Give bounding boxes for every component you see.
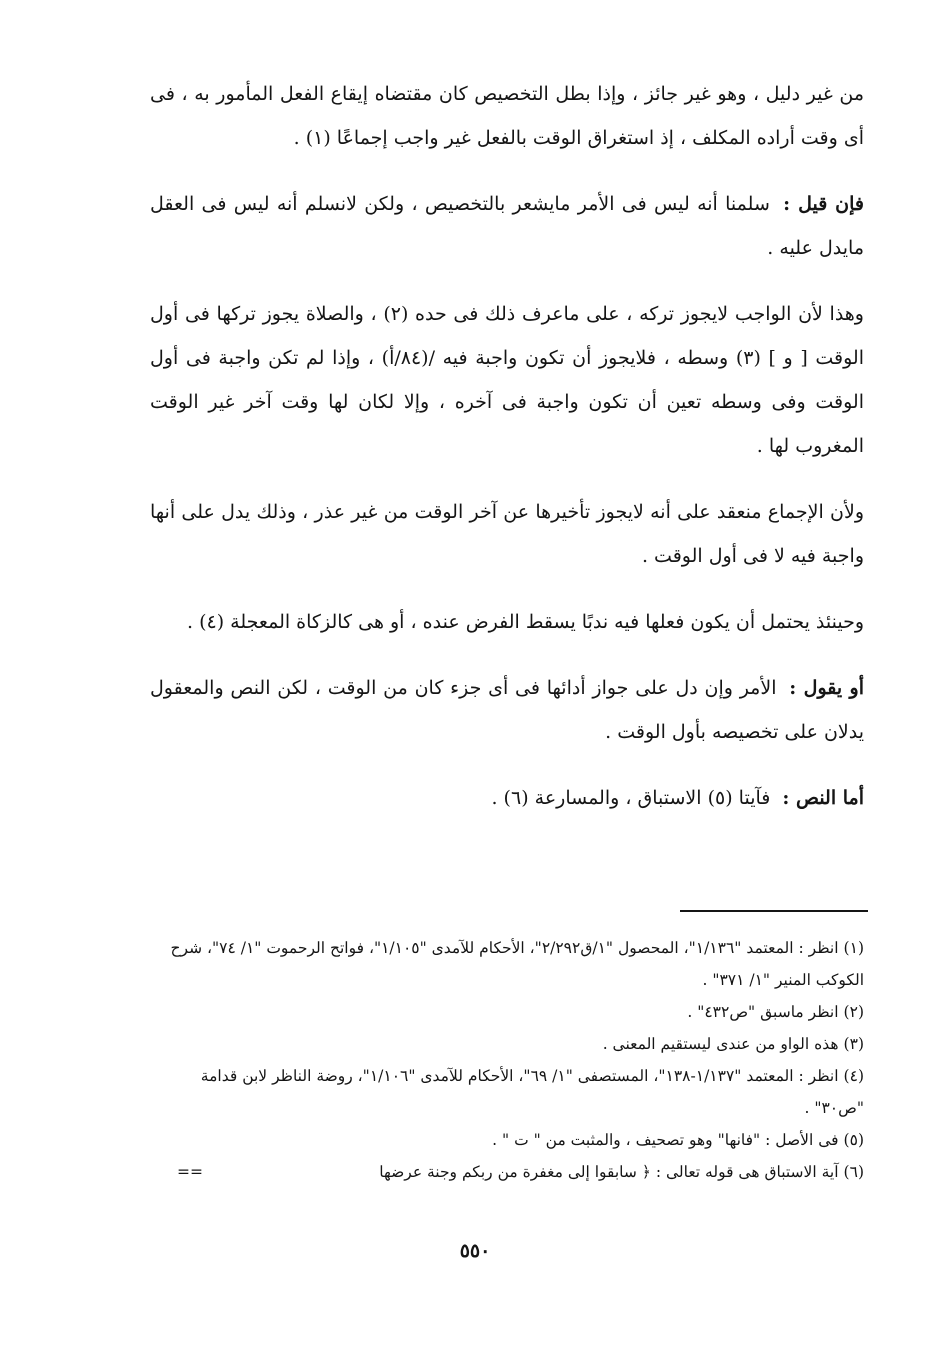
footnote-text: هذه الواو من عندى ليستقيم المعنى . [602, 1035, 839, 1053]
footnote-number: (١) [843, 939, 864, 957]
paragraph-7 [150, 776, 864, 820]
footnote-number: (٣) [843, 1035, 864, 1053]
paragraph-5 [150, 600, 864, 644]
paragraph-1 [150, 72, 864, 160]
paragraph-4 [150, 490, 864, 578]
footnote-number: (٦) [843, 1163, 864, 1181]
footnote-text: انظر : المعتمد "١/١٣٦"، المحصول "١/ق٢/٢٩٢"، الأحكام للآمدى "١/١٠٥"، فواتح الرحموت "١/ ٧٤"، شرح الكوكب المنير "١/ ٣٧١" . [170, 939, 864, 989]
footnote-text: فى الأصل : "فانها" وهو تصحيف ، والمثبت من " ت " . [492, 1131, 839, 1149]
footnote-number: (٤) [843, 1067, 864, 1085]
paragraph-text: من غير دليل ، وهو غير جائز ، وإذا بطل التخصيص كان مقتضاه إيقاع الفعل المأمور به ، فى أى وقت أراده المكلف ، إذ استغراق الوقت بالفعل غير واجب إجماعًا (١) . [150, 83, 864, 149]
paragraph-text: سلمنا أنه ليس فى الأمر مايشعر بالتخصيص ، ولكن لانسلم أنه ليس فى العقل مايدل عليه . [150, 193, 864, 259]
paragraph-text: ولأن الإجماع منعقد على أنه لايجوز تأخيرها عن آخر الوقت من غير عذر ، وذلك يدل على أنها واجبة فيه لا فى أول الوقت . [150, 501, 864, 567]
footnote-text: انظر : المعتمد "١/١٣٧-١٣٨"، المستصفى "١/ ٦٩"، الأحكام للآمدى "١/١٠٦"، روضة الناظر لابن قدامة "ص٣٠" . [200, 1067, 864, 1117]
footnote-1 [152, 932, 864, 996]
paragraph-2 [150, 182, 864, 270]
footnote-2 [152, 996, 864, 1028]
footnote-4 [152, 1060, 864, 1124]
footnote-text: آية الاستباق هى قوله تعالى : ﴿ سابقوا إلى مغفرة من ربكم وجنة عرضها [379, 1163, 839, 1181]
page-number: ٥٥٠ [459, 1240, 491, 1262]
footnotes [152, 932, 864, 1188]
paragraph-lead: أو يقول : [789, 677, 864, 699]
continuation-mark: == [177, 1163, 203, 1181]
paragraph-lead: أما النص : [782, 787, 864, 809]
paragraph-text: وهذا لأن الواجب لايجوز تركه ، على ماعرف ذلك فى حده (٢) ، والصلاة يجوز تركها فى أول الوقت [ و ] (٣) وسطه ، فلايجوز أن تكون واجبة فيه /(٨٤/أ) ، وإذا لم تكن واجبة فى أول الوقت وفى وسطه تعين أن تكون واجبة فى آخره ، وإلا لكان لها وقت آخر غير الوقت المغروب لها . [150, 303, 864, 457]
footnote-5 [152, 1124, 864, 1156]
paragraph-3 [150, 292, 864, 468]
paragraph-text: الأمر وإن دل على جواز أدائها فى أى جزء كان من الوقت ، لكن النص والمعقول يدلان على تخصيصه بأول الوقت . [150, 677, 864, 743]
paragraph-text: فآيتا (٥) الاستباق ، والمسارعة (٦) . [491, 787, 771, 809]
footnote-divider [680, 910, 868, 912]
paragraph-6 [150, 666, 864, 754]
footnote-number: (٥) [843, 1131, 864, 1149]
footnote-3 [152, 1028, 864, 1060]
footnote-text: انظر ماسبق "ص٤٣٢" . [687, 1003, 839, 1021]
main-text [150, 72, 864, 842]
footnote-number: (٢) [843, 1003, 864, 1021]
footnote-6 [152, 1156, 864, 1188]
paragraph-text: وحينئذ يحتمل أن يكون فعلها فيه ندبًا يسقط الفرض عنده ، أو هى كالزكاة المعجلة (٤) . [187, 611, 864, 633]
paragraph-lead: فإن قيل : [783, 193, 864, 215]
